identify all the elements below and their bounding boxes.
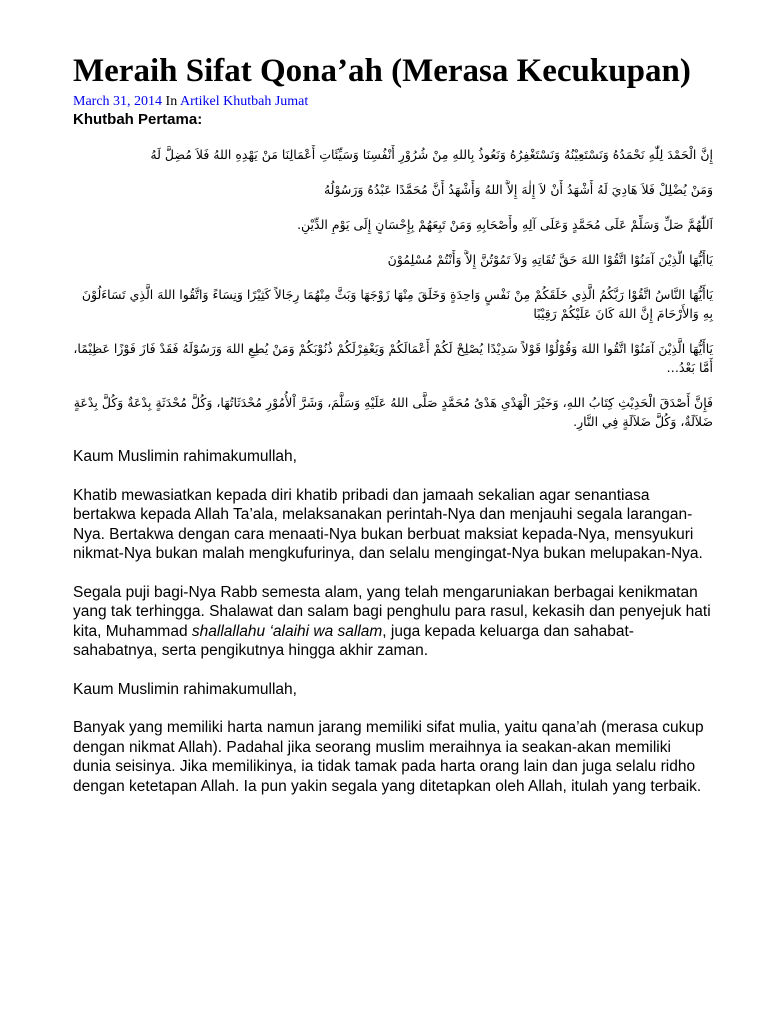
arabic-opening: [73, 145, 713, 431]
paragraph-text: , juga kepada keluarga dan sahabat-sahabatnya, serta pengikutnya hingga akhir zaman.: [73, 622, 634, 659]
arabic-line: يَاأَيُّهَا الَّذِيْنَ آمَنُوْا اتَّقُوا اللهَ وَقُوْلُوْا قَوْلاً سَدِيْدًا يُصْلِحْ لَكُمْ أَعْمَالَكُمْ وَيَغْفِرْلَكُمْ ذُنُوْبَكُمْ وَمَنْ يُطِعِ اللهَ وَرَسُوْلَهُ فَقَدْ فَازَ فَوْزًا عَظِيْمًا، أَمَّا بَعْدُ…: [73, 341, 713, 375]
arabic-line: وَمَنْ يُضْلِلْ فَلاَ هَادِيَ لَهُ أَشْهَدُ أَنْ لاَ إِلٰهَ إِلاَّ اللهُ وَأَشْهَدُ أَنَّ مُحَمَّدًا عَبْدُهُ وَرَسُوْلُهُ: [323, 182, 713, 197]
paragraph: Banyak yang memiliki harta namun jarang memiliki sifat mulia, yaitu qana’ah (merasa cukup dengan nikmat Allah). Padahal jika seorang muslim meraihnya ia seakan-akan memiliki dunia seisinya. Jika memilikinya, ia tidak tamak pada harta orang lain dan juga selalu ridho dengan ketetapan Allah. Ia pun yakin segala yang ditetapkan oleh Allah, itulah yang terbaik.: [73, 719, 704, 795]
paragraph: [73, 583, 713, 661]
article-title: Meraih Sifat Qona’ah (Merasa Kecukupan): [73, 53, 691, 89]
category-link[interactable]: Artikel Khutbah Jumat: [179, 94, 309, 109]
arabic-line: إِنَّ الْحَمْدَ لِلّٰهِ نَحْمَدُهُ وَنَسْتَعِيْنُهُ وَنَسْتَغْفِرُهُ وَنَعُوذُ بِاللهِ مِنْ شُرُوْرِ أَنْفُسِنَا وَسَيِّئَاتِ أَعْمَالِنَا مَنْ يَهْدِهِ اللهُ فَلاَ مُضِلَّ لَهُ: [150, 147, 713, 162]
arabic-line: يَاأَيُّهَا الَّذِيْنَ آمَنُوْا اتَّقُوْا اللهَ حَقَّ تُقَاتِهِ وَلاَ تَمُوْتُنَّ إِلاَّ وَأَنْتُمْ مُسْلِمُوْنَ: [387, 252, 713, 267]
arabic-line: اَللّٰهُمَّ صَلِّ وَسَلِّمْ عَلَى مُحَمَّدٍ وَعَلَى آلِهِ وأَصْحَابِهِ وَمَنْ تَبِعَهُمْ بِإِحْسَانٍ إِلَى يَوْمِ الدِّيْنِ.: [297, 217, 713, 232]
italic-phrase: shallallahu ‘alaihi wa sallam: [191, 622, 383, 640]
paragraph: Khatib mewasiatkan kepada diri khatib pribadi dan jamaah sekalian agar senantiasa bertakwa kepada Allah Ta’ala, melaksanakan perintah-Nya dan menjauhi segala larangan-Nya. Bertakwa dengan cara menaati-Nya bukan berbuat maksiat kepada-Nya, mensyukuri nikmat-Nya bukan malah mengkufurinya, dan selalu mengingat-Nya bukan melupakan-Nya.: [73, 486, 703, 562]
paragraph-text: Segala puji bagi-Nya Rabb semesta alam, yang telah mengaruniakan berbagai kenikmatan yang tak terhingga. Shalawat dan salam bagi penghulu para rasul, kekasih dan penyejuk hati kita, Muhammad: [73, 583, 711, 640]
article-meta: [73, 93, 713, 111]
paragraph: Kaum Muslimin rahimakumullah,: [73, 448, 297, 465]
article-body: [73, 447, 713, 796]
article-date-link[interactable]: March 31, 2014: [73, 94, 163, 109]
article: [73, 52, 713, 815]
arabic-line: فَإِنَّ أَصْدَقَ الْحَدِيْثِ كِتَابُ اللهِ، وَخَيْرَ الْهَدْىِ هَدْىُ مُحَمَّدٍ صَلَّى اللهُ عَلَيْهِ وَسَلَّمَ، وَشَرَّ اْلأُمُوْرِ مُحْدَثَاتُهَا، وَكُلَّ مُحْدَثَةٍ بِدْعَةٌ وَكُلَّ بِدْعَةٍ ضَلاَلَةٌ، وَكُلَّ ضَلاَلَةٍ فِي النَّارِ.: [73, 395, 713, 429]
section-subheading: Khutbah Pertama:: [73, 111, 203, 128]
paragraph: Kaum Muslimin rahimakumullah,: [73, 680, 297, 698]
in-label: In: [165, 94, 178, 109]
arabic-line: يَاأَيُّهَا النَّاسُ اتَّقُوْا رَبَّكُمُ الَّذِي خَلَقَكُمْ مِنْ نَفْسٍ وَاحِدَةٍ وَخَلَقَ مِنْهَا زَوْجَهَا وَبَثَّ مِنْهُمَا رِجَالاً كَثِيْرًا وَنِسَاءً وَاتَّقُوا اللهَ الَّذِي تَسَاءَلُوْنَ بِهِ وَالأَرْحَامَ إِنَّ اللهَ كَانَ عَلَيْكُمْ رَقِيْبًا: [81, 287, 713, 321]
